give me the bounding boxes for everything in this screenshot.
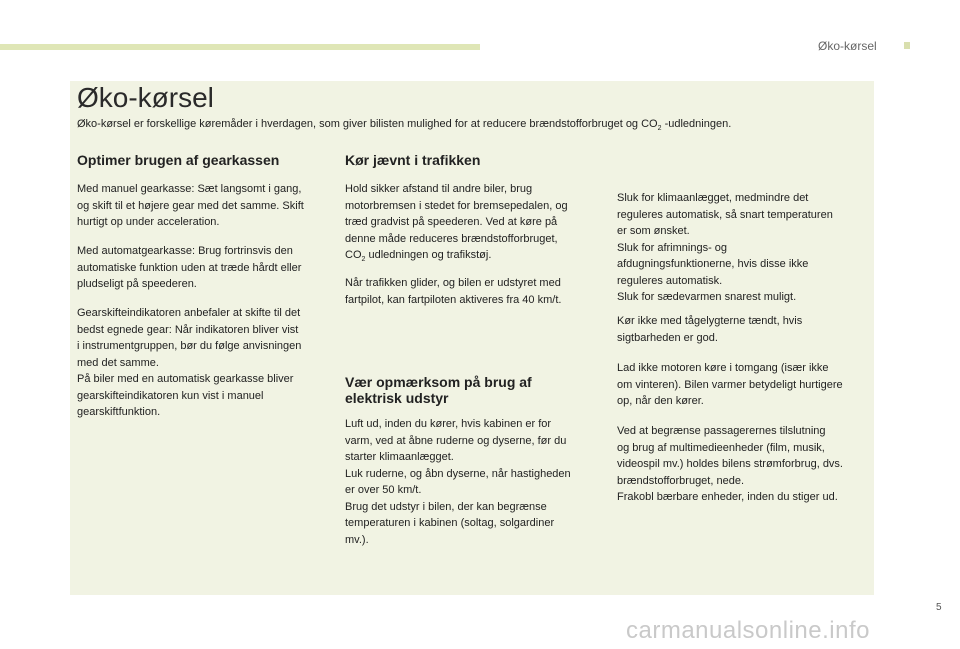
heading-smooth-driving: Kør jævnt i trafikken [345,152,481,168]
page-number: 5 [936,602,942,613]
idle-engine-paragraph: Lad ikke motoren køre i tomgang (især ikke om vinteren). Bilen varmer betydeligt hurtigere op, når den kører. [617,362,843,407]
cruise-control-paragraph: Når trafikken glider, og bilen er udstyret med fartpilot, kan fartpiloten aktiveres fra 40 km/t. [345,277,562,306]
smooth-driving-paragraph [345,181,568,269]
chapter-title: Øko-kørsel [818,39,877,53]
gearbox-manual-paragraph: Med manuel gearkasse: Sæt langsomt i gang, og skift til et højere gear med det samme. Skift hurtigt op under acceleration. [77,183,304,228]
fog-lights-paragraph: Kør ikke med tågelygterne tændt, hvis sigtbarheden er god. [617,315,803,344]
chapter-marker [904,42,910,49]
electrical-equipment-paragraph: Luft ud, inden du kører, hvis kabinen er for varm, ved at åbne ruderne og dyserne, før du starter klimaanlægget. Luk ruderne, og åbn dyserne, når hastigheden er over 50 km/t. Brug det udstyr i bilen, der kan begrænse temperaturen i kabinen (soltag, solgardiner mv.). [345,418,571,546]
smooth-driving-text: Hold sikker afstand til andre biler, brug motorbremsen i stedet for bremsepedalen, og træd gradvist på speederen. Ved at køre på denne måde reduceres brændstofforbruget, CO [345,183,568,261]
intro-text-subscript: 2 [657,125,662,133]
intro-text [77,117,731,136]
header-accent-bar [0,44,480,50]
watermark: carmanualsonline.info [626,617,870,644]
climate-paragraph: Sluk for klimaanlægget, medmindre det reguleres automatisk, så snart temperaturen er som ønsket. Sluk for afrimnings- og afdugningsfunktionerne, hvis disse ikke reguleres automatisk. Sluk for sædevarmen snarest muligt. [617,192,833,303]
heading-electrical-equipment: Vær opmærksom på brug af elektrisk udstyr [345,374,532,406]
multimedia-paragraph: Ved at begrænse passagerernes tilslutning og brug af multimedieenheder (film, musik, videospil mv.) holdes bilens strømforbrug, dvs. brændstofforbruget, nede. Frakobl bærbare enheder, inden du stiger ud. [617,425,843,503]
smooth-driving-subscript: 2 [361,256,366,264]
page-title: Øko-kørsel [77,82,214,113]
intro-text-end: -udledningen. [661,118,732,130]
heading-gearbox: Optimer brugen af gearkassen [77,152,280,168]
smooth-driving-text-end: udledningen og trafikstøj. [365,249,492,261]
gear-indicator-paragraph: Gearskifteindikatoren anbefaler at skifte til det bedst egnede gear: Når indikatoren bliver vist i instrumentgruppen, bør du følge anvisningen med det samme. På biler med en automatisk gearkasse bliver gearskifteindikatoren kun vist i manuel gearskiftfunktion. [77,307,302,418]
intro-text-main: Øko-kørsel er forskellige køremåder i hverdagen, som giver bilisten mulighed for at reducere brændstofforbruget og CO [77,118,658,130]
gearbox-automatic-paragraph: Med automatgearkasse: Brug fortrinsvis den automatiske funktion uden at træde hårdt eller pludseligt på speederen. [77,245,302,290]
